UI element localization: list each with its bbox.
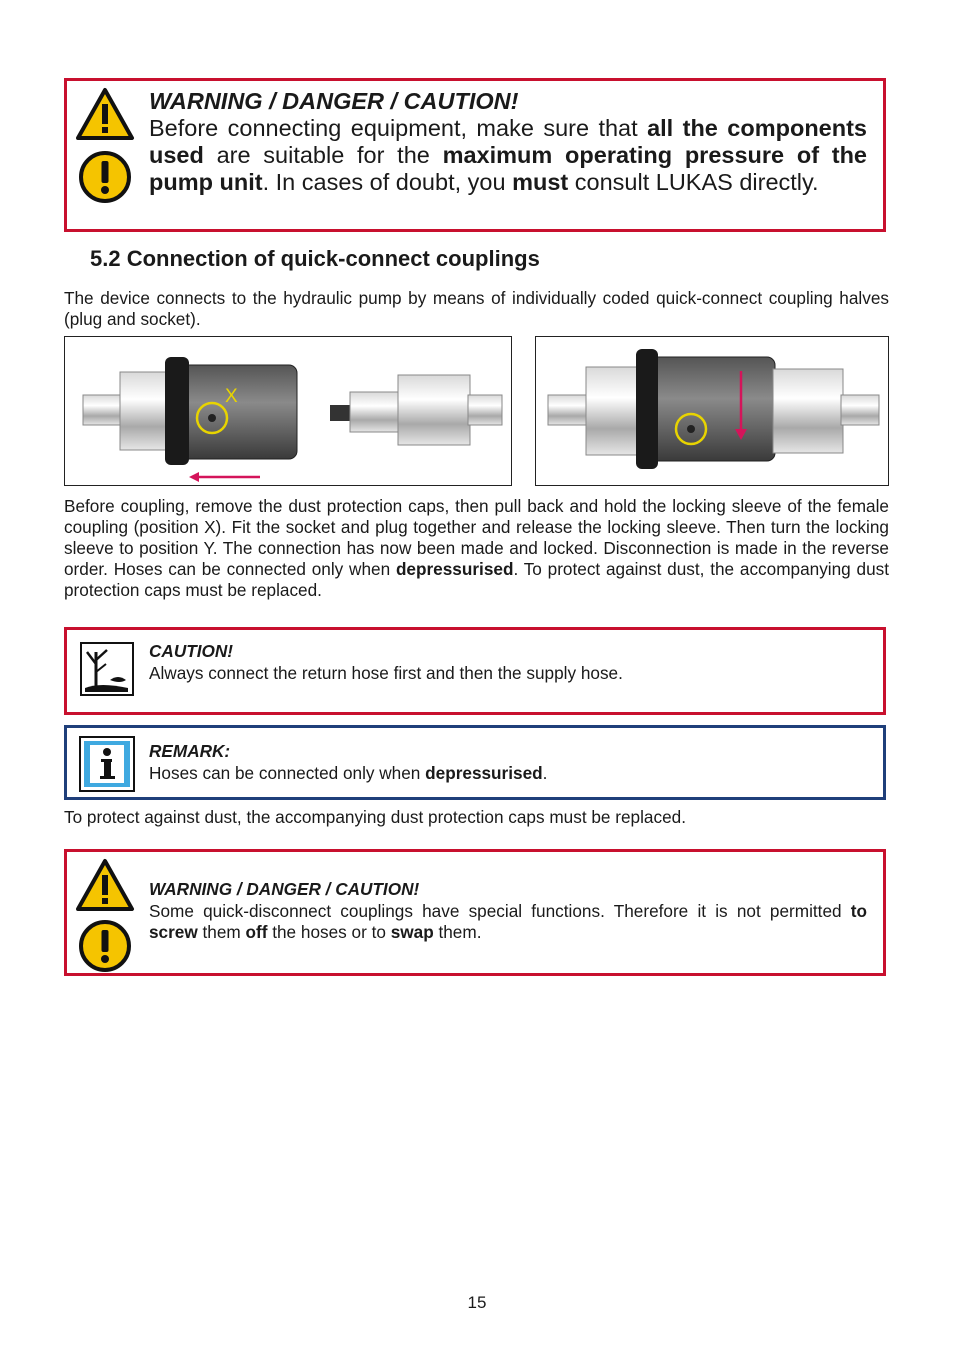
warning2-text: them (197, 922, 246, 942)
uncoupled-illustration (65, 337, 510, 484)
remark-box (64, 725, 886, 800)
caution-box (64, 627, 886, 715)
warning-body-bottom (149, 901, 867, 944)
warning2-text: the hoses or to (267, 922, 391, 942)
remark-body (149, 763, 867, 785)
warning-triangle-icon (75, 87, 135, 141)
remark-body-text: . (542, 762, 548, 783)
caution-heading: CAUTION! (149, 641, 234, 661)
warning-heading-bottom: WARNING / DANGER / CAUTION! (149, 879, 420, 899)
warning2-bold: off (245, 922, 268, 942)
mandatory-exclamation-icon (75, 916, 135, 976)
remark-text (149, 741, 867, 784)
warning-body-bold: maximum operating pressure of the pump unit (149, 142, 868, 195)
warning-body-text: consult LUKAS directly. (568, 169, 819, 195)
info-icon (79, 736, 135, 792)
warning2-bold: swap (390, 922, 434, 942)
procedure-text: Before coupling, remove the dust protection caps, then pull back and hold the locking sleeve of the female coupling (position X). Fit the socket and plug together and release the locking sleeve. Then turn the locking sleeve to position Y. The connection has now been made and locked. Disconnection is made in the reverse order. Hoses can be connected only when (64, 496, 889, 579)
caution-body: Always connect the return hose first and then the supply hose. (149, 662, 623, 683)
procedure-text: . To protect against dust, the accompanying dust protection caps must be replaced. (64, 559, 890, 600)
photo-coupled (535, 336, 889, 486)
dust-note: To protect against dust, the accompanying dust protection caps must be replaced. (64, 807, 686, 827)
warning-icons (75, 87, 135, 207)
warning-body-text: are suitable for the (203, 142, 443, 168)
photo-uncoupled (64, 336, 512, 486)
warning-body-bold: must (512, 169, 569, 195)
caution-text (149, 641, 867, 684)
warning-icons-bottom (75, 858, 135, 976)
environment-hazard-icon-wrap (80, 642, 134, 696)
remark-body-text: Hoses can be connected only when (149, 762, 426, 783)
procedure-paragraph (64, 496, 889, 601)
label-x: X (225, 386, 238, 407)
remark-heading: REMARK: (149, 741, 231, 761)
warning2-text: Some quick-disconnect couplings have special functions. Therefore it is not permitted (149, 900, 851, 921)
info-icon-wrap (79, 736, 135, 792)
warning2-bold: to screw (149, 900, 867, 942)
page-number: 15 (467, 1293, 487, 1312)
warning-body-text: Before connecting equipment, make sure that (149, 115, 648, 141)
section-title: 5.2 Connection of quick-connect couplings (90, 246, 540, 271)
warning-triangle-icon (75, 858, 135, 912)
warning-body-text: . In cases of doubt, you (262, 169, 513, 195)
warning-text-bottom (149, 879, 867, 944)
warning-body (149, 115, 867, 196)
warning-body-bold: all the components used (149, 115, 867, 168)
mandatory-exclamation-icon (75, 147, 135, 207)
procedure-bold: depressurised (395, 559, 514, 579)
coupled-illustration (536, 337, 887, 484)
warning-box-top (64, 78, 886, 232)
intro-paragraph: The device connects to the hydraulic pump by means of individually coded quick-connect coupling halves (plug and socket). (64, 288, 889, 329)
warning-box-bottom (64, 849, 886, 976)
environment-hazard-icon (80, 642, 134, 696)
warning-text-top (149, 88, 867, 196)
remark-body-bold: depressurised (425, 762, 543, 783)
warning2-text: them. (433, 922, 482, 942)
warning-heading: WARNING / DANGER / CAUTION! (149, 88, 519, 114)
